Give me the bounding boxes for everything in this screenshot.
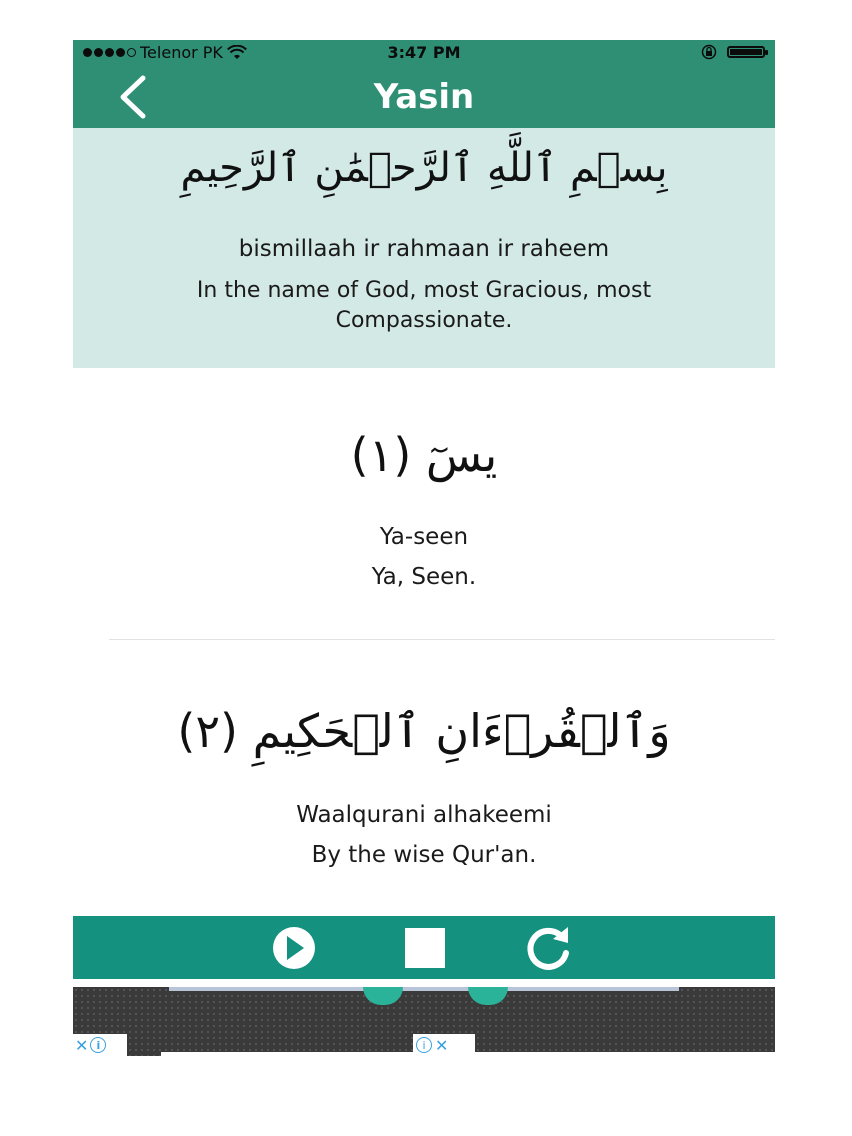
verse-2[interactable] [73, 696, 775, 868]
info-icon[interactable]: i [90, 1037, 106, 1053]
verse-translation: Ya, Seen. [371, 564, 477, 590]
stop-icon [403, 926, 447, 970]
stop-button[interactable] [398, 926, 452, 970]
bismillah-arabic: بِسۡمِ ٱللَّهِ ٱلرَّحۡمَٰنِ ٱلرَّحِيمِ [180, 145, 668, 191]
battery-icon [727, 46, 765, 58]
close-icon[interactable]: ✕ [435, 1035, 449, 1055]
status-right [701, 44, 765, 60]
status-bar [73, 40, 775, 66]
play-button[interactable] [267, 926, 321, 970]
bismillah-card [73, 128, 775, 368]
audio-controls [73, 916, 775, 979]
verse-arabic: وَٱلۡقُرۡءَانِ ٱلۡحَكِيمِ (٢) [177, 704, 671, 758]
verse-transliteration: Waalqurani alhakeemi [296, 802, 552, 828]
close-icon[interactable]: ✕ [75, 1035, 89, 1055]
verse-arabic: يسٓ (١) [350, 428, 498, 482]
play-icon [268, 926, 320, 970]
info-icon[interactable]: i [416, 1037, 432, 1053]
app-screen [73, 40, 775, 1056]
bismillah-translation: In the name of God, most Gracious, most Compassionate. [196, 278, 652, 333]
carrier-label: Telenor PK [140, 43, 223, 62]
bismillah-transliteration: bismillaah ir rahmaan ir raheem [238, 236, 610, 262]
replay-button[interactable] [521, 926, 575, 970]
status-time: 3:47 PM [387, 43, 461, 62]
replay-icon [522, 925, 574, 971]
page-title: Yasin [373, 77, 475, 117]
rotation-lock-icon [701, 44, 717, 60]
ad-close-button[interactable] [73, 1034, 127, 1056]
ad-graphic [363, 987, 403, 1005]
ad-strip [169, 987, 679, 991]
ad-choices[interactable] [413, 1034, 475, 1056]
ad-banner[interactable] [73, 987, 775, 1056]
ad-graphic [468, 987, 508, 1005]
verse-1[interactable] [73, 420, 775, 590]
verse-translation: By the wise Qur'an. [311, 842, 537, 868]
nav-bar [73, 66, 775, 128]
verse-divider [109, 639, 775, 640]
verse-transliteration: Ya-seen [379, 524, 469, 550]
